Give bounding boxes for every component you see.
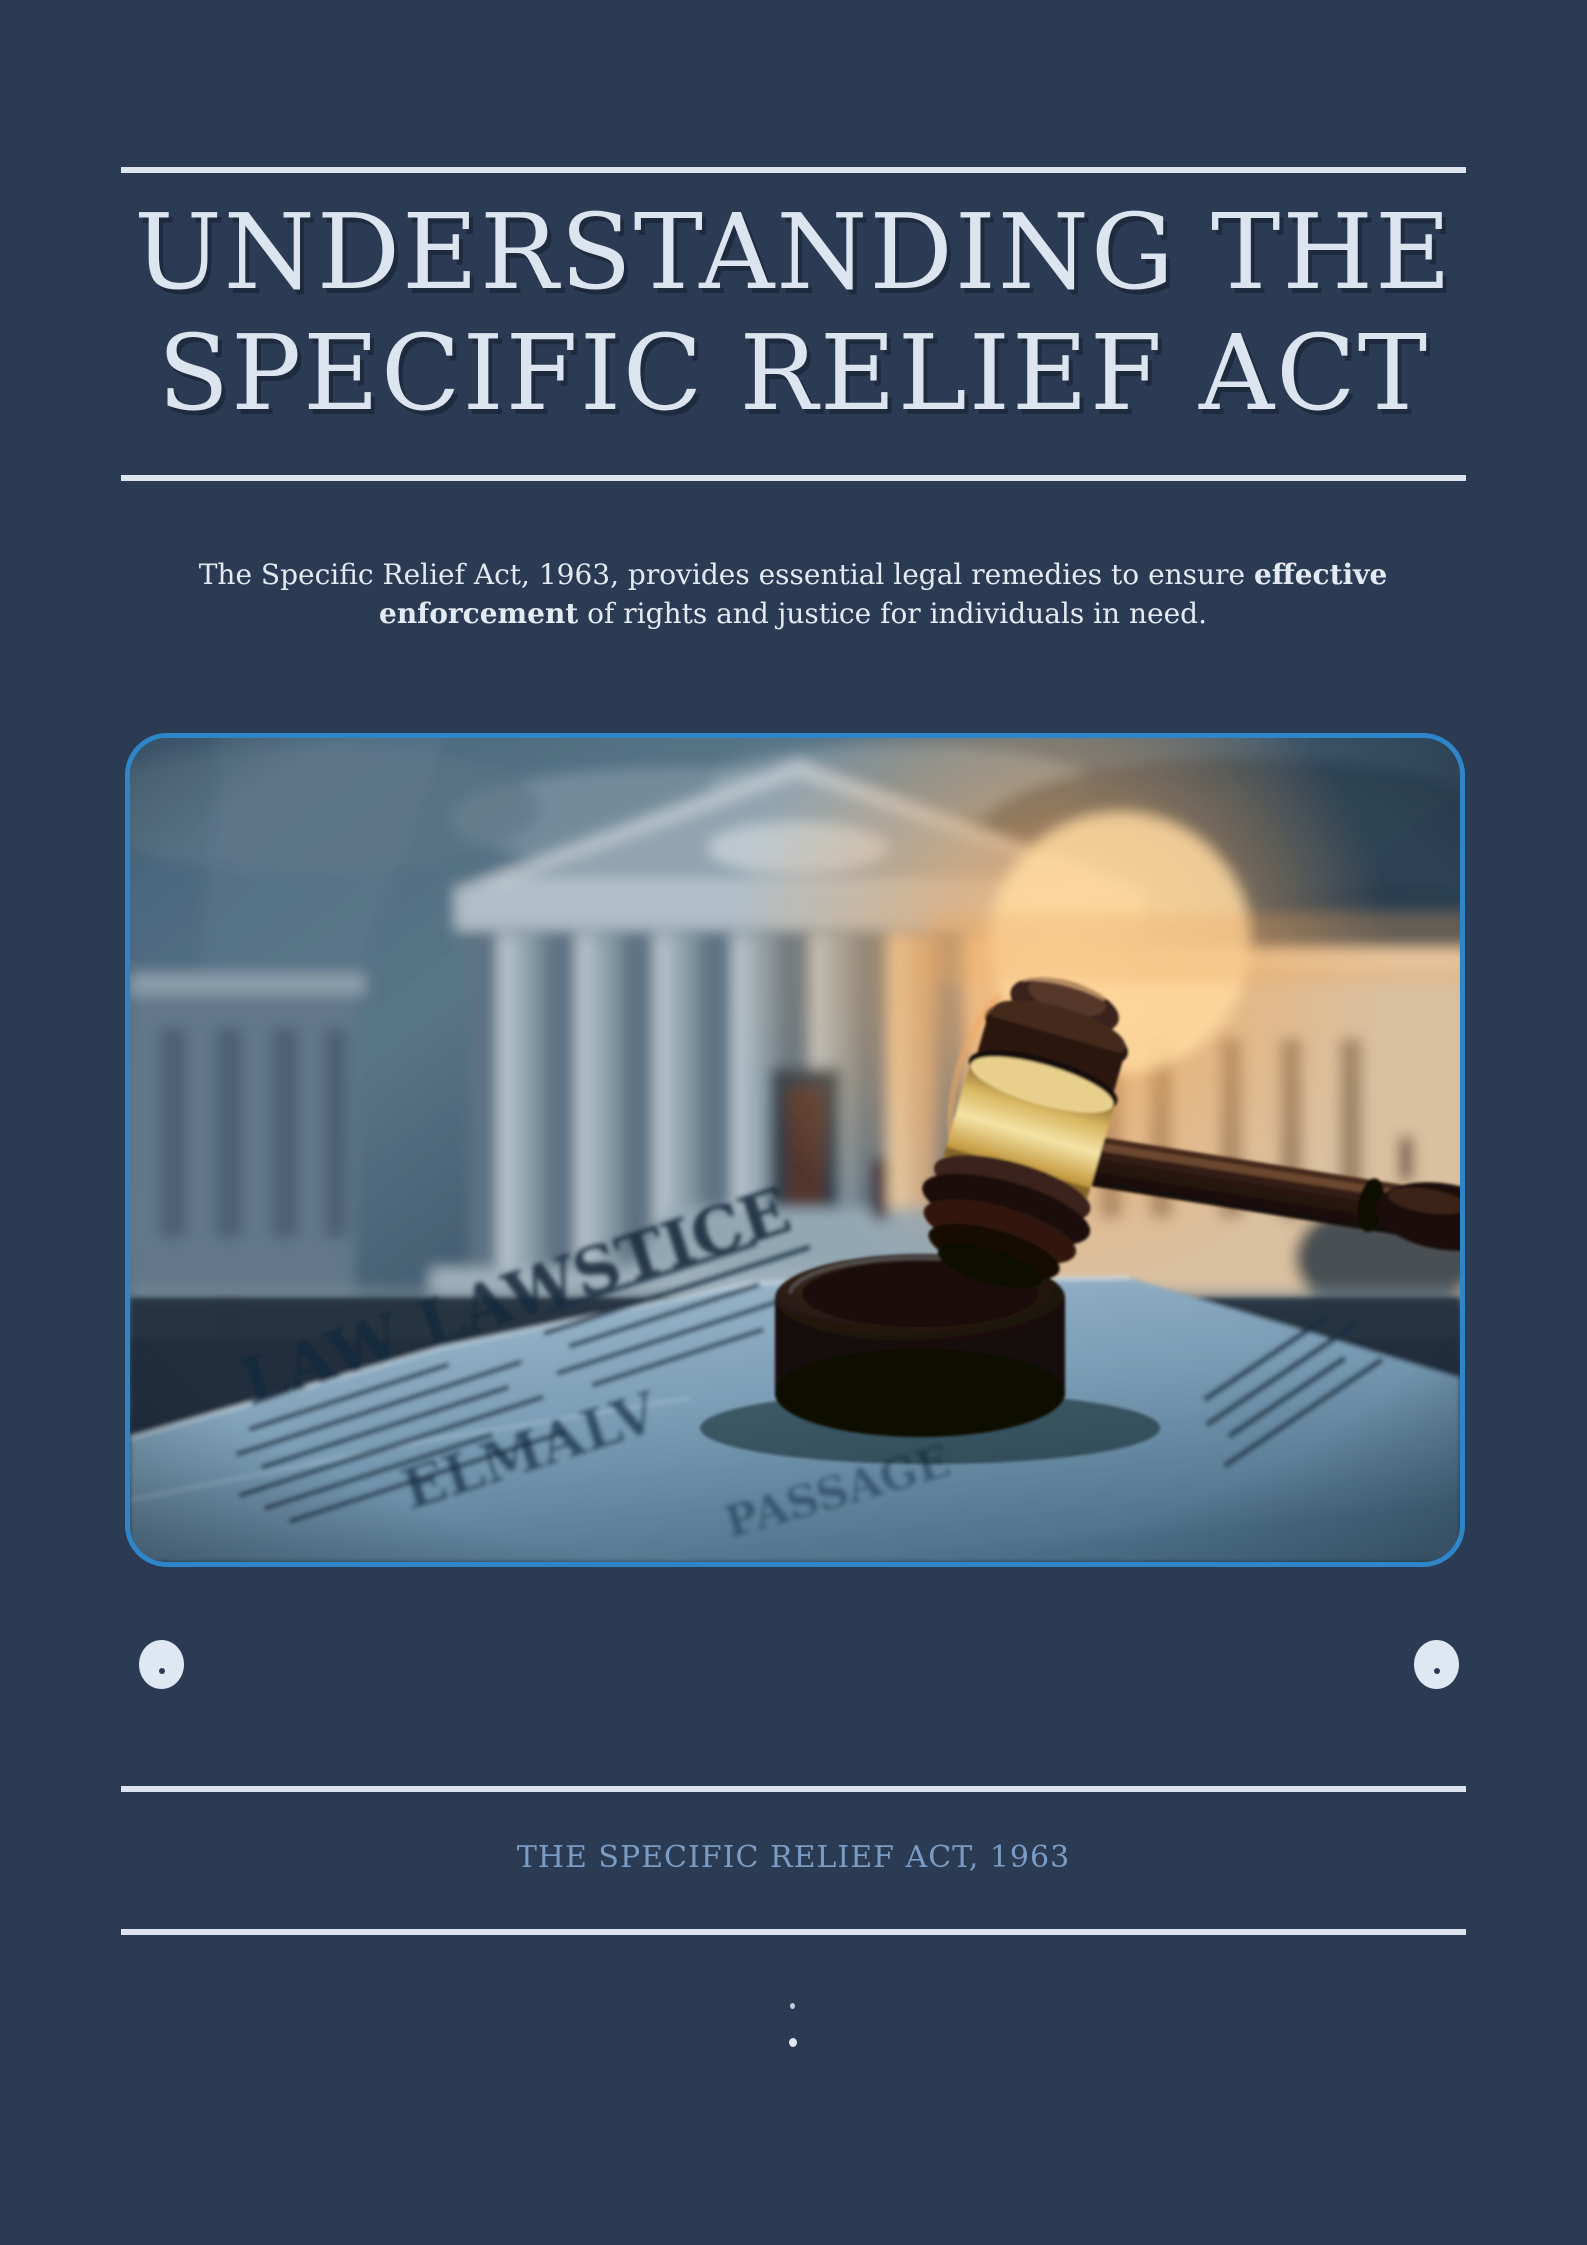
courthouse-gavel-illustration: [130, 738, 1460, 1562]
intro-text-before: The Specific Relief Act, 1963, provides essential legal remedies to ensure: [198, 558, 1254, 591]
intro-text-after: of rights and justice for individuals in need.: [578, 596, 1207, 630]
page-title-line2: SPECIFIC RELIEF ACT: [157, 311, 1430, 434]
circle-dot-right: [1434, 1668, 1440, 1674]
intro-paragraph: [193, 556, 1393, 633]
footer-caption: THE SPECIFIC RELIEF ACT, 1963: [516, 1840, 1071, 1875]
decorative-circle-left: [139, 1640, 184, 1689]
under-title-rule: [121, 475, 1466, 481]
top-rule: [121, 167, 1466, 173]
page-title: [0, 192, 1587, 433]
footer-rule-top: [121, 1786, 1466, 1792]
circle-dot-left: [159, 1668, 165, 1674]
footer-rule-bottom: [121, 1929, 1466, 1935]
vignette-overlay: [130, 738, 1460, 1562]
footer-tiny-dot-2: [789, 2038, 797, 2047]
hero-image-frame: [125, 733, 1465, 1567]
footer-tiny-dot-1: [790, 2003, 795, 2009]
decorative-circle-right: [1414, 1640, 1459, 1689]
intro-text-bold: effective enforcement: [379, 558, 1388, 630]
page-title-line1: UNDERSTANDING THE: [134, 191, 1453, 313]
